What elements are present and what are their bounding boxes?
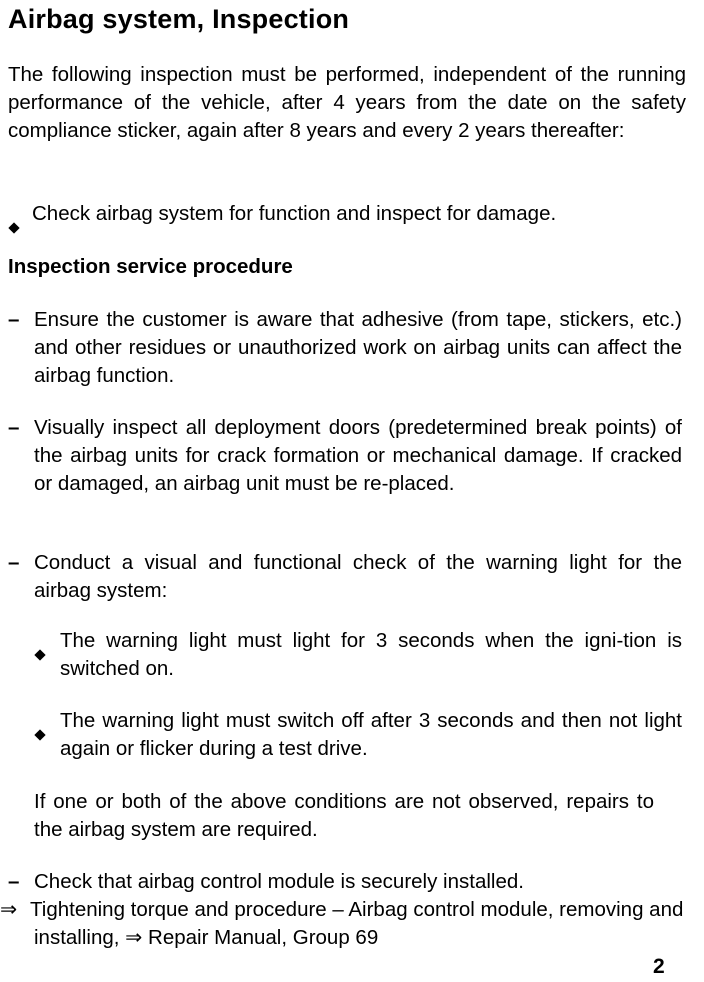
section-subheading: Inspection service procedure (8, 255, 293, 278)
page-number: 2 (653, 955, 665, 978)
step-item-3 (8, 549, 682, 605)
diamond-bullet-icon (8, 200, 32, 228)
step-text-1: Ensure the customer is aware that adhesive (from tape, stickers, etc.) and other residues or unauthorized work on airbag units can affect the airbag function. (34, 308, 682, 387)
condition-note: If one or both of the above conditions are not observed, repairs to the airbag system are required. (34, 790, 654, 841)
diamond-bullet-icon (34, 707, 58, 735)
dash-marker: – (8, 416, 20, 439)
warning-check-item-1 (34, 627, 682, 683)
repair-manual-reference[interactable]: Tightening torque and procedure – Airbag control module, removing and installing, ⇒ Repair Manual, Group 69 (30, 898, 684, 949)
warning-check-text-2: The warning light must switch off after 3 seconds and then not light again or flicker during a test drive. (60, 709, 682, 760)
intro-paragraph: The following inspection must be performed, independent of the running performance of the vehicle, after 4 years from the date on the safety compliance sticker, again after 8 years and every 2 years thereafter: (8, 63, 686, 142)
warning-check-item-2 (34, 707, 682, 763)
final-step-text: Check that airbag control module is securely installed. (34, 870, 524, 893)
page-title: Airbag system, Inspection (8, 4, 350, 34)
step-text-2: Visually inspect all deployment doors (predetermined break points) of the airbag units for crack formation or mechanical damage. If cracked or damaged, an airbag unit must be re-placed. (34, 416, 682, 495)
dash-marker: – (8, 308, 20, 331)
check-bullet-text: Check airbag system for function and inspect for damage. (32, 202, 557, 225)
warning-check-text-1: The warning light must light for 3 seconds when the igni-tion is switched on. (60, 629, 682, 680)
right-arrow-icon: ⇒ (0, 898, 18, 921)
step-item-1 (8, 306, 682, 390)
final-step-item (8, 868, 682, 896)
diamond-bullet-icon (34, 627, 58, 655)
step-text-3: Conduct a visual and functional check of the warning light for the airbag system: (34, 551, 682, 602)
check-bullet-item (8, 200, 686, 228)
dash-marker: – (8, 551, 20, 574)
dash-marker: – (8, 870, 20, 893)
reference-item (0, 896, 684, 952)
step-item-2 (8, 414, 682, 498)
